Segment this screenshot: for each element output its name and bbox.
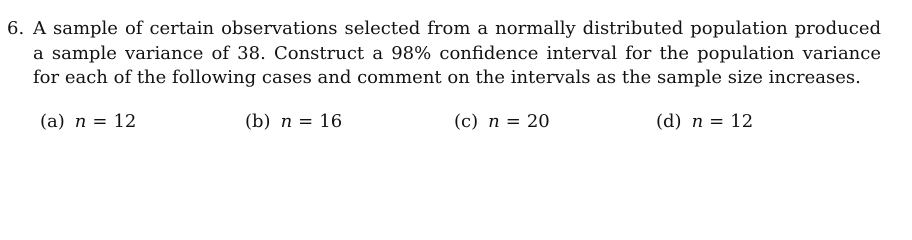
part-a-variable: n [74,111,87,132]
part-d-value: 12 [730,111,754,132]
part-d-label: (d) [656,111,682,132]
part-a-value: 12 [113,111,137,132]
part-d-equals: = [709,111,725,132]
part-c-label: (c) [454,111,479,132]
problem-number: 6. [7,18,25,39]
problem-statement: A sample of certain observations selected from a normally distributed population produced a sample variance of 38. Construct a 98% confidence interval for the population variance for each of the following cases and comment on the intervals as the sample size increases. [33,18,881,88]
part-c-variable: n [488,111,500,132]
part-a-label: (a) [40,111,65,132]
part-a [40,110,136,134]
problem-parts [0,110,912,136]
part-c-equals: = [505,111,521,132]
part-a-equals: = [92,111,108,132]
part-b-variable: n [280,111,293,132]
part-b-value: 16 [319,111,343,132]
part-d-variable: n [691,111,704,132]
part-b-label: (b) [245,111,271,132]
part-d [656,110,753,134]
part-b [245,110,342,134]
part-c [454,110,550,134]
part-c-value: 20 [526,111,550,132]
part-b-equals: = [298,111,314,132]
